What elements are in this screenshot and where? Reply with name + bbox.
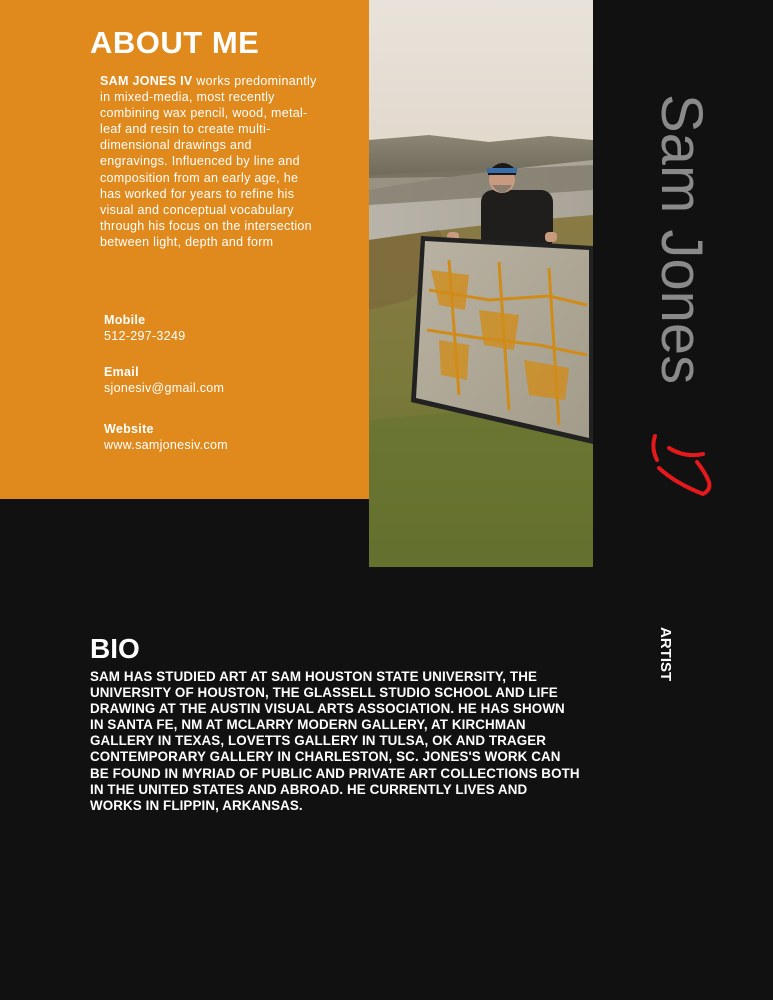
artist-label <box>652 625 682 705</box>
mobile-value[interactable]: 512-297-3249 <box>104 329 186 343</box>
bio-title: BIO <box>90 633 140 664</box>
bio-text: SAM HAS STUDIED ART AT SAM HOUSTON STATE UNIVERSITY, THE UNIVERSITY OF HOUSTON, THE GLASSELL STUDIO SCHOOL AND LIFE DRAWING AT THE AUSTIN VISUAL ARTS ASSOCIATION. HE HAS SHOWN IN SANTA FE, NM AT MCLARRY MODERN GALLERY, AT KIRCHMAN GALLERY IN TEXAS, LOVETTS GALLERY IN TULSA, OK AND TRAGER CONTEMPORARY GALLERY IN CHARLESTON, SC. JONES'S WORK CAN BE FOUND IN MYRIAD OF PUBLIC AND PRIVATE ART COLLECTIONS BOTH IN THE UNITED STATES AND ABROAD. HE CURRENTLY LIVES AND WORKS IN FLIPPIN, ARKANSAS. <box>90 669 580 813</box>
website-value[interactable]: www.samjonesiv.com <box>104 438 228 452</box>
artist-label-word: ARTIST <box>657 627 674 682</box>
signature-name-text <box>642 92 732 432</box>
signature-name <box>642 92 732 432</box>
about-description: works predominantly in mixed-media, most recently combining wax pencil, wood, metal-leaf and resin to create multi-dimensional drawings and engravings. Influenced by line and composition from an early age, he has worked for years to refine his visual and conceptual vocabulary through his focus on the intersection between light, depth and form <box>100 74 317 249</box>
email-value[interactable]: sjonesiv@gmail.com <box>104 381 225 395</box>
artist-label-text <box>652 625 682 705</box>
signature-iv-mark <box>645 428 715 508</box>
email-label: Email <box>104 365 139 379</box>
contact-mobile <box>104 313 344 344</box>
contact-website <box>104 422 344 453</box>
mobile-label: Mobile <box>104 313 146 327</box>
about-text <box>100 73 322 250</box>
artist-photo-image <box>369 0 593 567</box>
signature-name-label: Sam Jones <box>649 94 714 385</box>
artist-photo <box>369 0 593 567</box>
website-label: Website <box>104 422 154 436</box>
contact-email <box>104 365 344 396</box>
signature-iv <box>645 428 715 508</box>
about-title: ABOUT ME <box>90 25 260 60</box>
about-name: SAM JONES IV <box>100 74 193 88</box>
